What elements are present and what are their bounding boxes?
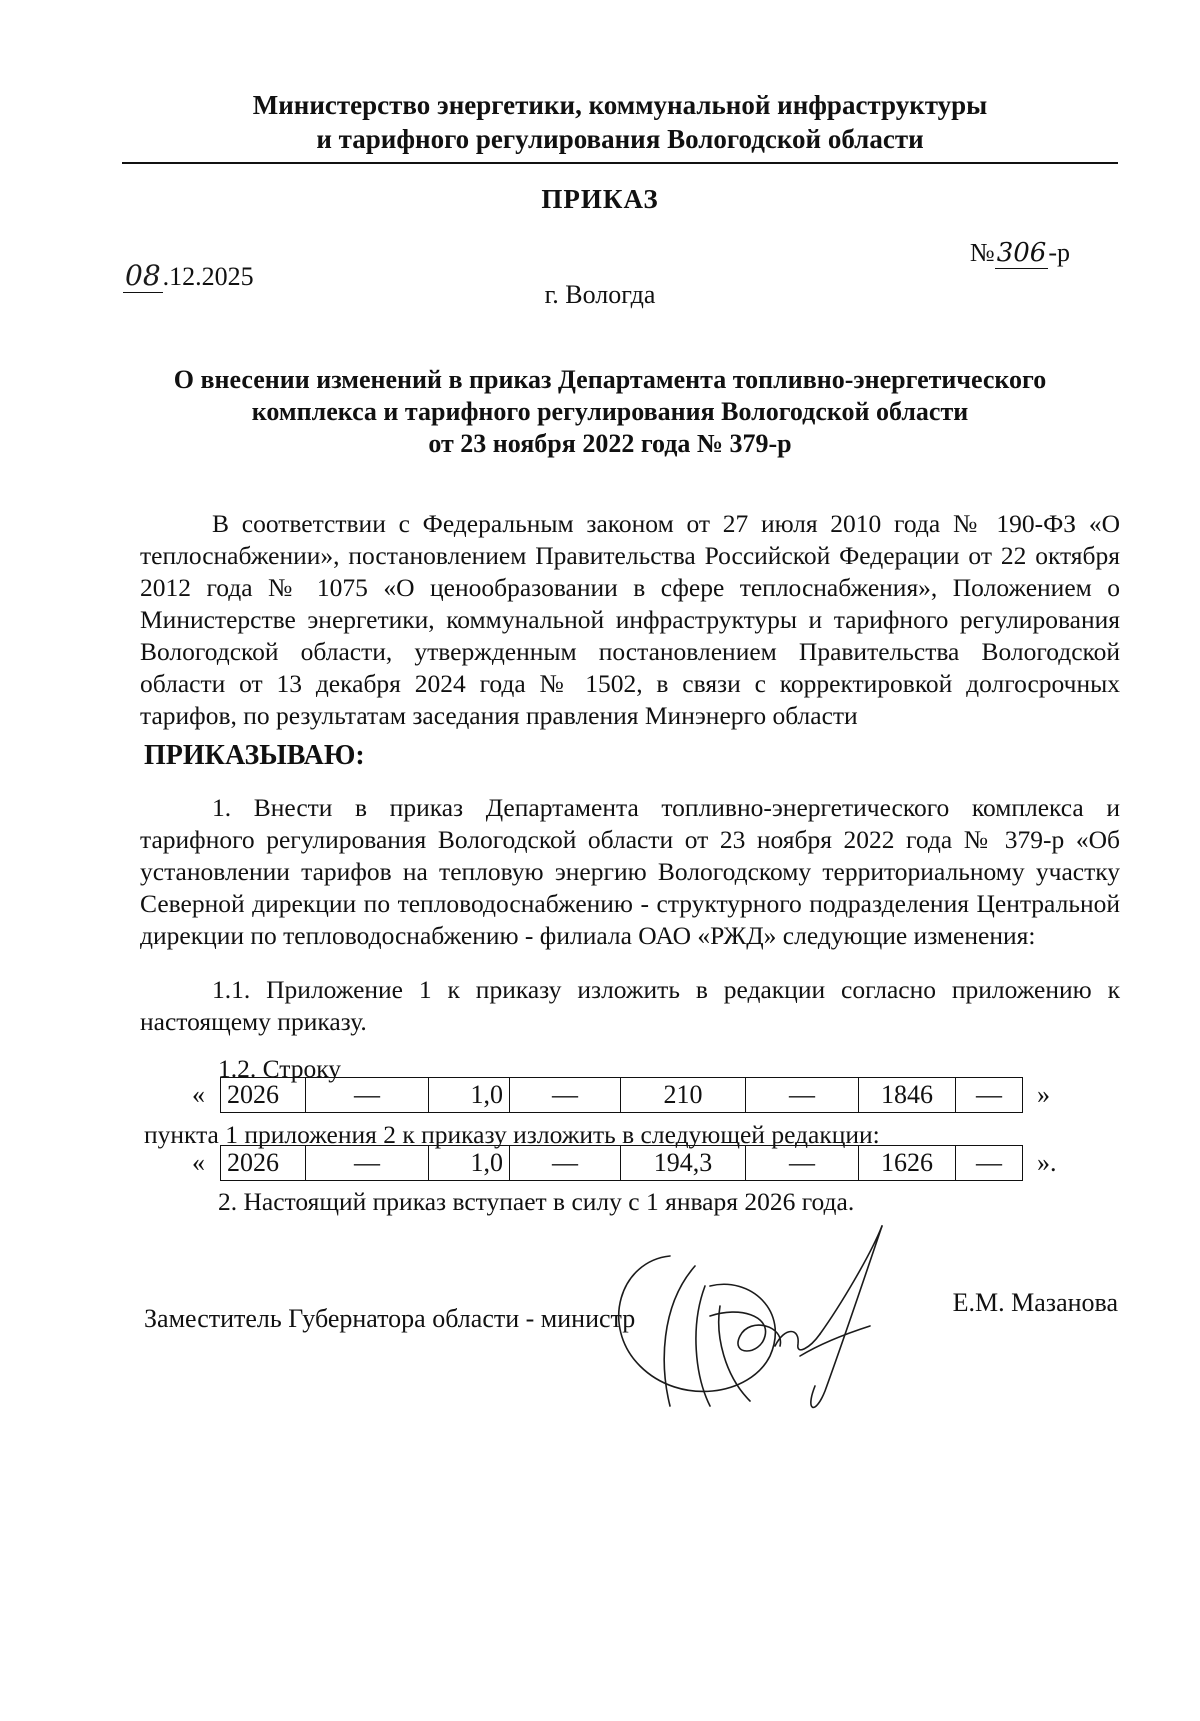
signatory-position: Заместитель Губернатора области - министр <box>144 1304 636 1333</box>
old-cell-2: — <box>306 1078 429 1113</box>
ministry-line-1: Министерство энергетики, коммунальной инфраструктуры <box>252 90 988 120</box>
doc-title: ПРИКАЗ <box>541 184 659 214</box>
table-row <box>221 1146 1023 1181</box>
new-row-close-quote: ». <box>1037 1148 1057 1177</box>
handwritten-signature-icon <box>600 1216 930 1416</box>
order-number <box>970 238 1070 268</box>
number-prefix: № <box>969 238 995 267</box>
old-cell-4: — <box>510 1078 621 1113</box>
city: г. Вологда <box>544 280 656 309</box>
old-row-open-quote: « <box>192 1080 205 1109</box>
old-cell-7: 1846 <box>859 1078 956 1113</box>
order-subject <box>150 364 1070 460</box>
item-1: 1. Внести в приказ Департамента топливно-энергетического комплекса и тарифного регулирования Вологодской области от 23 ноября 2022 года № 379-р «Об установлении тарифов на тепловую энергию Вологодскому территориальному участку Северной дирекции по тепловодоснабжению - структурного подразделения Центральной дирекции по тепловодоснабжению - филиала ОАО «РЖД» следующие изменения: <box>140 793 1120 950</box>
subject-line-1: О внесении изменений в приказ Департамента топливно-энергетического <box>173 365 1047 394</box>
preamble-paragraph: В соответствии с Федеральным законом от 27 июля 2010 года № 190-ФЗ «О теплоснабжении», постановлением Правительства Российской Федерации от 22 октября 2012 года № 1075 «О ценообразовании в сфере теплоснабжения», Положением о Министерстве энергетики, коммунальной инфраструктуры и тарифного регулирования Вологодской области, утвержденным постановлением Правительства Вологодской области от 13 декабря 2024 года № 1502, в связи с корректировкой долгосрочных тарифов, по результатам заседания правления Минэнерго области <box>140 509 1120 730</box>
old-row-close-quote: » <box>1037 1080 1050 1109</box>
new-row-open-quote: « <box>192 1148 205 1177</box>
new-cell-2: — <box>306 1146 429 1181</box>
old-cell-year: 2026 <box>221 1078 306 1113</box>
item-2: 2. Настоящий приказ вступает в силу с 1 января 2026 года. <box>218 1187 855 1216</box>
number-handwritten: 306 <box>996 238 1047 268</box>
old-row <box>192 1075 1050 1115</box>
new-cell-6: — <box>746 1146 859 1181</box>
item-1-2: 1.2. Строку <box>218 1054 342 1083</box>
new-cell-3: 1,0 <box>429 1146 510 1181</box>
old-cell-6: — <box>746 1078 859 1113</box>
ministry-header <box>120 88 1120 156</box>
subject-line-2: комплекса и тарифного регулирования Вологодской области <box>251 397 969 426</box>
new-row <box>192 1143 1057 1183</box>
new-cell-7: 1626 <box>859 1146 956 1181</box>
old-cell-5: 210 <box>621 1078 746 1113</box>
order-word: ПРИКАЗЫВАЮ: <box>144 740 365 771</box>
table-row <box>221 1078 1023 1113</box>
old-row-table <box>220 1077 1023 1113</box>
new-cell-5: 194,3 <box>621 1146 746 1181</box>
header-rule <box>122 162 1118 164</box>
signatory-name: Е.М. Мазанова <box>952 1288 1118 1317</box>
new-cell-4: — <box>510 1146 621 1181</box>
item-1-1: 1.1. Приложение 1 к приказу изложить в редакции согласно приложению к настоящему приказу. <box>140 975 1120 1036</box>
date-rest: .12.2025 <box>162 262 254 291</box>
ministry-line-2: и тарифного регулирования Вологодской области <box>316 124 924 154</box>
new-cell-year: 2026 <box>221 1146 306 1181</box>
old-cell-8: — <box>956 1078 1023 1113</box>
subject-line-3: от 23 ноября 2022 года № 379-р <box>428 429 792 458</box>
old-cell-3: 1,0 <box>429 1078 510 1113</box>
item-1-2-tail: пункта 1 приложения 2 к приказу изложить в следующей редакции: <box>144 1120 880 1149</box>
number-suffix: -р <box>1048 238 1070 267</box>
new-cell-8: — <box>956 1146 1023 1181</box>
new-row-table <box>220 1145 1023 1181</box>
date-day-handwritten: 08 <box>125 259 161 292</box>
